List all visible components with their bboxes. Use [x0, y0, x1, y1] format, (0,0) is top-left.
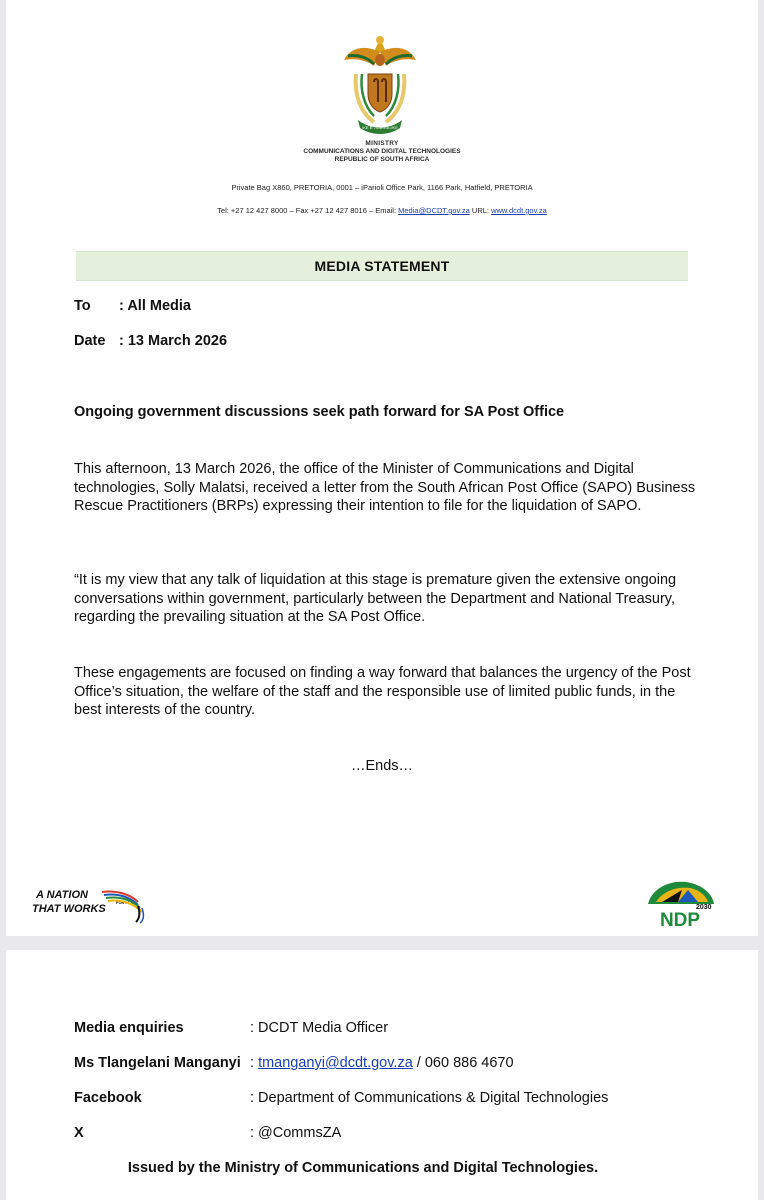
to-line: [74, 298, 191, 314]
nation-line2: THAT WORKS: [32, 903, 106, 915]
spokesperson-colon: :: [250, 1055, 259, 1071]
paragraph-3: These engagements are focused on finding a way forward that balances the urgency of the Post Office’s situation, the welfare of the staff and the responsible use of limited public funds, in the best interests of the country.: [74, 665, 691, 719]
date-label: Date: [74, 333, 106, 349]
url-prefix: URL:: [469, 206, 492, 215]
date-line: [74, 333, 227, 349]
issued-by: Issued by the Ministry of Communications and Digital Technologies.: [127, 1160, 599, 1176]
spokesperson-phone: / 060 886 4670: [412, 1055, 514, 1071]
spokesperson-email-link[interactable]: tmanganyi@dcdt.gov.za: [258, 1055, 413, 1071]
headline: Ongoing government discussions seek path forward for SA Post Office: [74, 404, 565, 420]
email-link[interactable]: Media@DCDT.gov.za: [398, 206, 470, 215]
ministry-country: REPUBLIC OF SOUTH AFRICA: [334, 156, 430, 163]
paragraph-1: This afternoon, 13 March 2026, the office of the Minister of Communications and Digital technologies, Solly Malatsi, received a letter from the South African Post Office (SAPO) Business Rescue Practitioners (BRPs) expressing their intention to file for the liquidation of SAPO.: [74, 461, 696, 515]
coat-of-arms-icon: [334, 30, 426, 138]
website-link[interactable]: www.dcdt.gov.za: [491, 206, 547, 215]
svg-text:!KE E: /XARRA //KE: !KE E: /XARRA //KE: [362, 125, 398, 130]
nation-that-works-logo: [30, 882, 150, 924]
ndp-text: NDP: [659, 910, 701, 928]
x-value: : @CommsZA: [250, 1125, 342, 1141]
facebook-label: Facebook: [74, 1090, 142, 1106]
date-value: : 13 March 2026: [119, 333, 228, 349]
facebook-value: : Department of Communications & Digital Technologies: [250, 1090, 609, 1106]
media-enquiries-value: : DCDT Media Officer: [250, 1020, 389, 1036]
ndp-year: 2030: [696, 904, 712, 911]
spokesperson-value: [250, 1055, 514, 1071]
contact-line: [0, 206, 764, 215]
spokesperson-label: Ms Tlangelani Manganyi: [74, 1055, 241, 1071]
media-statement-banner: MEDIA STATEMENT: [76, 251, 688, 281]
media-enquiries-label: Media enquiries: [74, 1020, 184, 1036]
to-label: To: [74, 298, 91, 314]
postal-address: Private Bag X860, PRETORIA, 0001 – iParioli Office Park, 1166 Park, Hatfield, PRETORIA: [231, 183, 533, 192]
to-value: : All Media: [119, 298, 191, 314]
ends-marker: …Ends…: [350, 758, 414, 774]
ndp-2030-logo: [642, 878, 718, 928]
phone-fax-text: Tel: +27 12 427 8000 – Fax +27 12 427 8016 – Email:: [217, 206, 399, 215]
nation-line1: A NATION: [36, 889, 88, 901]
ministry-name: COMMUNICATIONS AND DIGITAL TECHNOLOGIES: [303, 148, 461, 155]
paragraph-2: “It is my view that any talk of liquidation at this stage is premature given the extensive ongoing conversations within government, particularly between the Department and National Treasury, regarding the prevailing situation at the SA Post Office.: [74, 572, 677, 626]
ministry-title: MINISTRY: [365, 140, 399, 147]
x-label: X: [74, 1125, 84, 1141]
nation-line3: FOR ALL: [116, 900, 134, 905]
